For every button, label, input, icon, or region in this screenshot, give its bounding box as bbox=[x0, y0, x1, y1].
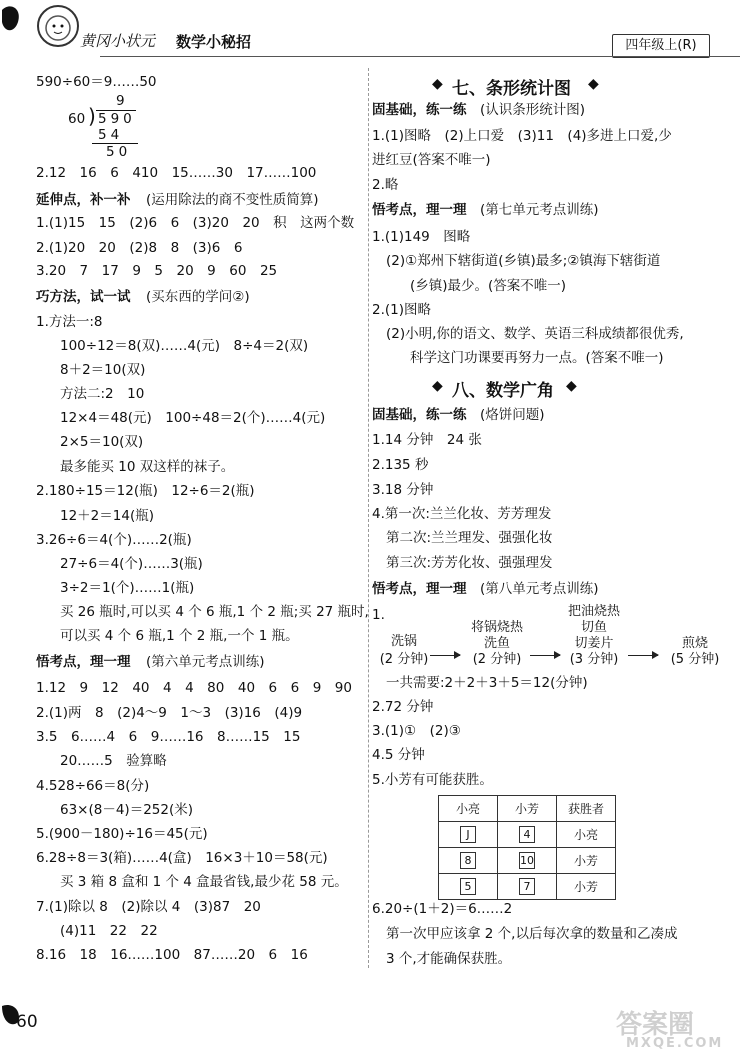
header-rule bbox=[100, 56, 740, 57]
answer-line: 2×5＝10(双) bbox=[60, 434, 144, 450]
section-heading: 固基础，练一练 bbox=[372, 102, 467, 118]
flow-step-time: (2 分钟) bbox=[472, 652, 522, 667]
chapter-title: 七、条形统计图 bbox=[452, 79, 571, 99]
answer-line: (4)11 22 22 bbox=[60, 923, 158, 939]
flow-step-pre: 切鱼 bbox=[580, 620, 607, 635]
answer-line: 12×4＝48(元) 100÷48＝2(个)……4(元) bbox=[60, 410, 326, 426]
winner-cell: 小芳 bbox=[557, 874, 616, 900]
answer-line: 1.(1)149 图略 bbox=[372, 229, 471, 245]
answer-line: 12＋2＝14(瓶) bbox=[60, 508, 154, 524]
answer-line: 3.20 7 17 9 5 20 9 60 25 bbox=[36, 263, 278, 279]
section-heading: 悟考点，理一理 bbox=[372, 202, 467, 218]
flow-step-name: 煎烧 bbox=[681, 636, 708, 651]
diamond-icon: ◆ bbox=[566, 378, 577, 394]
section-subtitle: (第八单元考点训练) bbox=[480, 581, 599, 597]
answer-line: 2.72 分钟 bbox=[372, 699, 434, 715]
answer-line: 3 个,才能确保获胜。 bbox=[386, 951, 512, 967]
winner-cell: 小芳 bbox=[557, 848, 616, 874]
section-subtitle: (第七单元考点训练) bbox=[480, 202, 599, 218]
answer-line: (2)小明,你的语文、数学、英语三科成绩都很优秀, bbox=[386, 326, 684, 342]
answer-line: 590÷60＝9……50 bbox=[36, 74, 157, 90]
ld-remainder: 50 bbox=[106, 144, 132, 160]
section-subtitle: (烙饼问题) bbox=[480, 407, 545, 423]
answer-line: 3.18 分钟 bbox=[372, 482, 434, 498]
table-cell bbox=[498, 874, 557, 900]
answer-line: 3.26÷6＝4(个)……2(瓶) bbox=[36, 532, 192, 548]
answer-line: 2.180÷15＝12(瓶) 12÷6＝2(瓶) bbox=[36, 483, 255, 499]
winner-cell: 小亮 bbox=[557, 822, 616, 848]
table-row bbox=[439, 848, 616, 874]
table-cell bbox=[439, 874, 498, 900]
table-header: 小芳 bbox=[498, 796, 557, 822]
answer-line: 63×(8－4)＝252(米) bbox=[60, 802, 194, 818]
watermark bbox=[612, 1004, 748, 1052]
flow-step-time: (5 分钟) bbox=[670, 652, 720, 667]
answer-line: 4.5 分钟 bbox=[372, 747, 425, 763]
answer-line: 进红豆(答案不唯一) bbox=[372, 152, 491, 168]
table-cell bbox=[439, 822, 498, 848]
answer-line: 6.28÷8＝3(箱)……4(盒) 16×3＋10＝58(元) bbox=[36, 850, 328, 866]
answer-line: 第一次甲应该拿 2 个,以后每次拿的数量和乙凑成 bbox=[386, 926, 678, 942]
answer-line: (乡镇)最少。(答案不唯一) bbox=[410, 278, 567, 294]
card-value: 5 bbox=[460, 878, 476, 895]
flow-step-time: (3 分钟) bbox=[569, 652, 619, 667]
answer-line: 3÷2＝1(个)……1(瓶) bbox=[60, 580, 195, 596]
answer-line: 1. bbox=[372, 607, 385, 623]
answer-line: 5.小芳有可能获胜。 bbox=[372, 772, 493, 788]
watermark-url: MXQE.COM bbox=[626, 1036, 724, 1051]
answer-line: 可以买 4 个 6 瓶,1 个 2 瓶,一个 1 瓶。 bbox=[60, 628, 299, 644]
section-heading: 固基础，练一练 bbox=[372, 407, 467, 423]
answer-line: 6.20÷(1＋2)＝6……2 bbox=[372, 901, 513, 917]
answer-line: 最多能买 10 双这样的袜子。 bbox=[60, 459, 235, 475]
card-value: 10 bbox=[520, 854, 534, 867]
answer-line: 100÷12＝8(双)……4(元) 8÷4＝2(双) bbox=[60, 338, 309, 354]
chapter-title: 八、数学广角 bbox=[452, 381, 554, 401]
arrow-right-icon bbox=[628, 655, 658, 656]
table-cell bbox=[498, 822, 557, 848]
answer-line: 2.(1)图略 bbox=[372, 302, 432, 318]
section-subtitle: (第六单元考点训练) bbox=[146, 654, 265, 670]
answer-line: 第二次:兰兰理发、强强化妆 bbox=[386, 530, 553, 546]
arrow-right-icon bbox=[430, 655, 460, 656]
ld-quotient: 9 bbox=[116, 93, 125, 109]
answer-line: 27÷6＝4(个)……3(瓶) bbox=[60, 556, 203, 572]
ld-dividend: 590 bbox=[98, 111, 136, 127]
section-subtitle: (运用除法的商不变性质简算) bbox=[146, 192, 319, 208]
answer-line: 20……5 验算略 bbox=[60, 753, 167, 769]
flow-step-name: 切姜片 bbox=[574, 636, 614, 651]
answer-line: 1.方法一:8 bbox=[36, 314, 103, 330]
diamond-icon: ◆ bbox=[432, 76, 443, 92]
diamond-icon: ◆ bbox=[432, 378, 443, 394]
card-value: J bbox=[460, 826, 476, 843]
flow-step-pre: 把油烧热 bbox=[567, 604, 620, 619]
section-heading: 悟考点，理一理 bbox=[372, 581, 467, 597]
game-table bbox=[438, 795, 616, 900]
table-cell bbox=[439, 848, 498, 874]
answer-line: 1.12 9 12 40 4 4 80 40 6 6 9 90 bbox=[36, 680, 352, 696]
section-subtitle: (买东西的学问②) bbox=[146, 289, 250, 305]
section-heading: 延伸点，补一补 bbox=[36, 192, 131, 208]
flow-step-name: 洗锅 bbox=[390, 634, 417, 649]
answer-line: 1.(1)15 15 (2)6 6 (3)20 20 积 这两个数 bbox=[36, 215, 355, 231]
answer-line: 4.528÷66＝8(分) bbox=[36, 778, 150, 794]
answer-line: 买 26 瓶时,可以买 4 个 6 瓶,1 个 2 瓶;买 27 瓶时, bbox=[60, 604, 369, 620]
answer-line: (2)①郑州下辖街道(乡镇)最多;②镇海下辖街道 bbox=[386, 253, 661, 269]
flow-step-time: (2 分钟) bbox=[379, 652, 429, 667]
page-number: 60 bbox=[16, 1012, 38, 1032]
watermark-logo: 答案圈 bbox=[616, 1010, 695, 1040]
answer-line: 2.(1)两 8 (2)4～9 1～3 (3)16 (4)9 bbox=[36, 705, 303, 721]
answer-line: 1.(1)图略 (2)上口爱 (3)11 (4)多进上口爱,少 bbox=[372, 128, 672, 144]
answer-line: 第三次:芳芳化妆、强强理发 bbox=[386, 555, 553, 571]
answer-line: 2.略 bbox=[372, 177, 399, 193]
table-cell bbox=[498, 848, 557, 874]
column-divider bbox=[368, 68, 369, 968]
ld-bracket: ) bbox=[88, 104, 96, 128]
answer-line: 2.12 16 6 410 15……30 17……100 bbox=[36, 165, 317, 181]
header-subtitle: 数学小秘招 bbox=[176, 33, 252, 51]
table-header: 获胜者 bbox=[557, 796, 616, 822]
grade-badge: 四年级上(R) bbox=[612, 34, 710, 58]
ld-divisor: 60 bbox=[68, 111, 86, 127]
answer-line: 买 3 箱 8 盒和 1 个 4 盒最省钱,最少花 58 元。 bbox=[60, 874, 348, 890]
answer-line: 7.(1)除以 8 (2)除以 4 (3)87 20 bbox=[36, 899, 261, 915]
brand-title: 黄冈小状元 bbox=[80, 32, 156, 50]
table-row bbox=[439, 874, 616, 900]
answer-line: 5.(900－180)÷16＝45(元) bbox=[36, 826, 208, 842]
section-subtitle: (认识条形统计图) bbox=[480, 102, 586, 118]
card-value: 8 bbox=[460, 852, 476, 869]
answer-line: 3.5 6……4 6 9……16 8……15 15 bbox=[36, 729, 301, 745]
answer-line: 一共需要:2＋2＋3＋5＝12(分钟) bbox=[386, 675, 588, 691]
table-row bbox=[439, 822, 616, 848]
answer-line: 科学这门功课要再努力一点。(答案不唯一) bbox=[410, 350, 664, 366]
ld-product: 54 bbox=[98, 127, 124, 143]
table-header: 小亮 bbox=[439, 796, 498, 822]
answer-line: 3.(1)① (2)③ bbox=[372, 723, 461, 739]
table-header-row bbox=[439, 796, 616, 822]
answer-line: 2.(1)20 20 (2)8 8 (3)6 6 bbox=[36, 240, 243, 256]
flow-step-pre: 将锅烧热 bbox=[470, 620, 523, 635]
section-heading: 悟考点，理一理 bbox=[36, 654, 131, 670]
answer-line: 2.135 秒 bbox=[372, 457, 429, 473]
answer-line: 8＋2＝10(双) bbox=[60, 362, 146, 378]
answer-line: 8.16 18 16……100 87……20 6 16 bbox=[36, 947, 308, 963]
section-heading: 巧方法，试一试 bbox=[36, 289, 131, 305]
answer-line: 4.第一次:兰兰化妆、芳芳理发 bbox=[372, 506, 552, 522]
page-header bbox=[0, 0, 750, 64]
answer-line: 方法二:2 10 bbox=[60, 386, 145, 402]
diamond-icon: ◆ bbox=[588, 76, 599, 92]
answer-line: 1.14 分钟 24 张 bbox=[372, 432, 482, 448]
card-value: 7 bbox=[519, 878, 535, 895]
card-value: 4 bbox=[519, 826, 535, 843]
flow-step-name: 洗鱼 bbox=[483, 636, 510, 651]
